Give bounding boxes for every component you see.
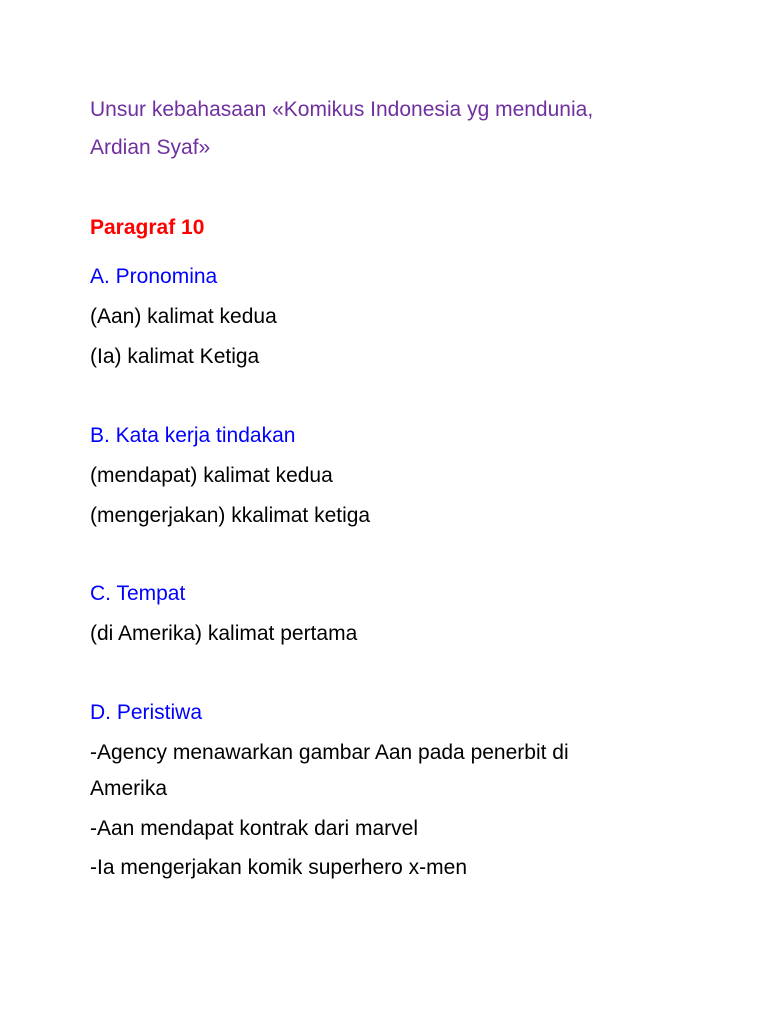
section-d-line-2: Amerika xyxy=(90,777,168,800)
section-c-line-1: (di Amerika) kalimat pertama xyxy=(90,622,358,645)
section-c-heading: C. Tempat xyxy=(90,582,186,605)
section-b-line-1: (mendapat) kalimat kedua xyxy=(90,464,333,487)
section-d-heading: D. Peristiwa xyxy=(90,701,203,724)
section-a-line-1: (Aan) kalimat kedua xyxy=(90,305,277,328)
section-d-line-4: -Ia mengerjakan komik superhero x-men xyxy=(90,856,467,879)
section-a-heading: A. Pronomina xyxy=(90,265,218,288)
section-d-line-1: -Agency menawarkan gambar Aan pada penerbit di xyxy=(90,741,569,764)
section-a-line-2: (Ia) kalimat Ketiga xyxy=(90,345,260,368)
section-b-line-2: (mengerjakan) kkalimat ketiga xyxy=(90,504,371,527)
section-b-heading: B. Kata kerja tindakan xyxy=(90,424,296,447)
document-title-line-2: Ardian Syaf» xyxy=(90,136,211,159)
document-title-line-1: Unsur kebahasaan «Komikus Indonesia yg mendunia, xyxy=(90,98,594,121)
section-d-line-3: -Aan mendapat kontrak dari marvel xyxy=(90,817,418,840)
paragraph-heading: Paragraf 10 xyxy=(90,216,205,239)
